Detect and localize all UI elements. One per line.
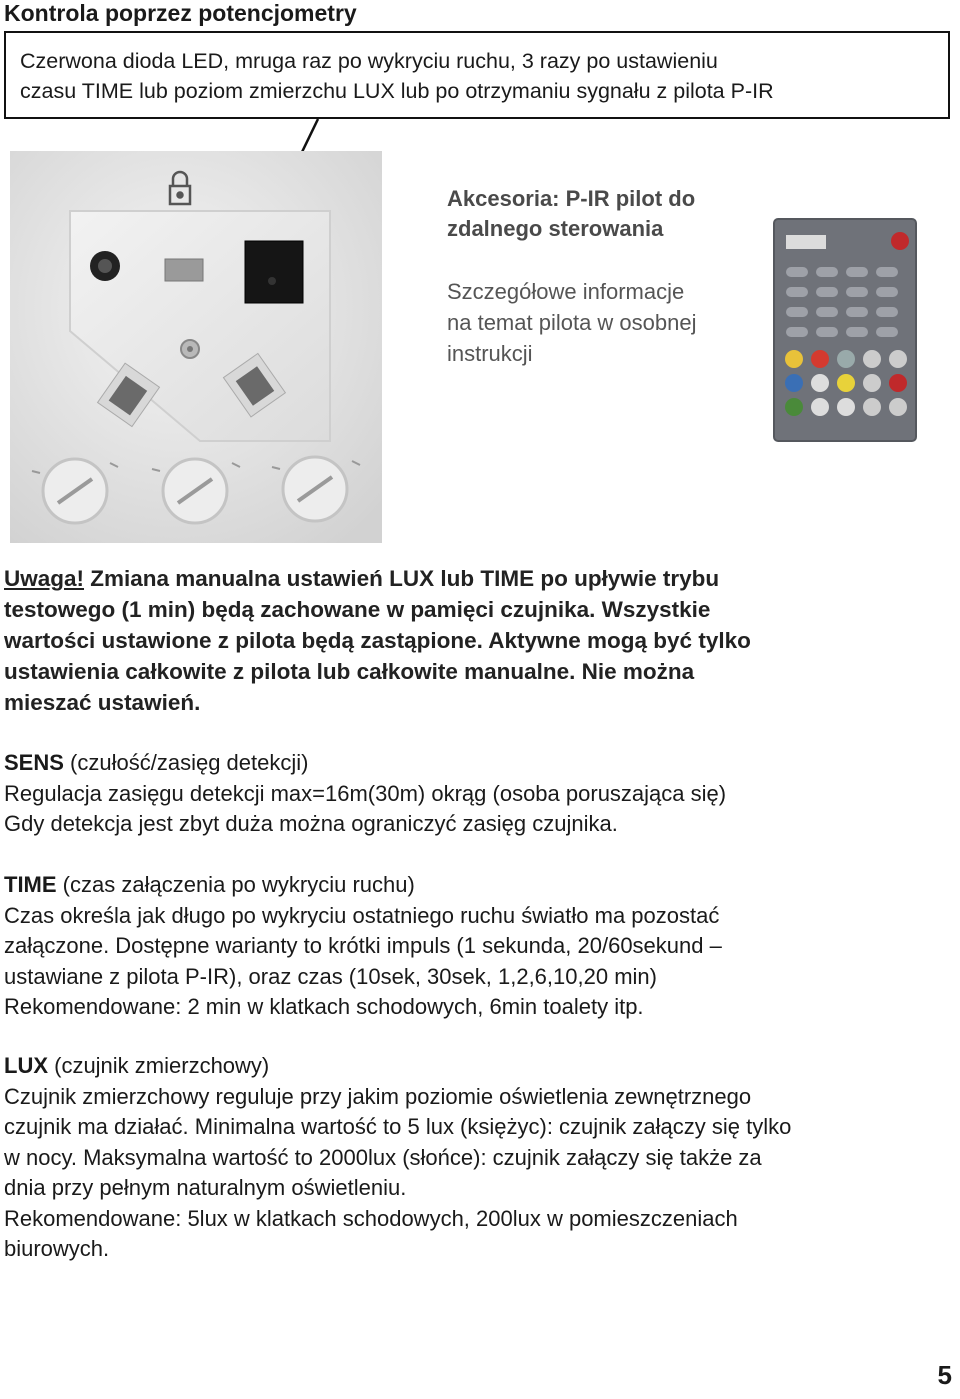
sens-heading: SENS — [4, 750, 64, 775]
lux-line-6: biurowych. — [4, 1236, 110, 1261]
lux-line-5: Rekomendowane: 5lux w klatkach schodowych, 200lux w pomieszczeniach — [4, 1205, 738, 1231]
time-line-1: Czas określa jak długo po wykryciu ostatniego ruchu światło ma pozostać — [4, 902, 720, 928]
led-callout-box — [4, 31, 950, 119]
time-line-2: załączone. Dostępne warianty to krótki impuls (1 sekunda, 20/60sekund – — [4, 933, 722, 958]
sens-heading-rest: (czułość/zasięg detekcji) — [63, 750, 309, 775]
accessory-title-line-1: Akcesoria: P-IR pilot do — [447, 186, 696, 211]
warning-line-1: Zmiana manualna ustawień LUX lub TIME po upływie trybu — [84, 566, 720, 591]
remote-control-image — [772, 217, 918, 443]
time-section — [4, 870, 954, 1023]
accessory-desc-line-2: na temat pilota w osobnej — [447, 310, 697, 335]
accessory-title-line-2: zdalnego sterowania — [447, 216, 664, 241]
page-title: Kontrola poprzez potencjometry — [4, 0, 357, 26]
sens-line-1: Regulacja zasięgu detekcji max=16m(30m) okrąg (osoba poruszająca się) — [4, 780, 727, 806]
time-line-3: ustawiane z pilota P-IR), oraz czas (10sek, 30sek, 1,2,6,10,20 min) — [4, 963, 657, 989]
time-heading-rest: (czas załączenia po wykryciu ruchu) — [56, 872, 415, 897]
warning-line-3: wartości ustawione z pilota będą zastąpione. Aktywne mogą być tylko — [4, 628, 751, 653]
warning-line-2: testowego (1 min) będą zachowane w pamięci czujnika. Wszystkie — [4, 597, 711, 622]
lux-line-2: czujnik ma działać. Minimalna wartość to 5 lux (księżyc): czujnik załączy się tylko — [4, 1114, 792, 1139]
sensor-photo — [10, 151, 382, 543]
lux-line-4: dnia przy pełnym naturalnym oświetleniu. — [4, 1175, 407, 1200]
warning-line-5: mieszać ustawień. — [4, 690, 201, 715]
warning-label: Uwaga! — [4, 566, 85, 591]
accessory-desc-line-3: instrukcji — [447, 341, 533, 366]
lux-section — [4, 1051, 954, 1265]
callout-line-2: czasu TIME lub poziom zmierzchu LUX lub po otrzymaniu sygnału z pilota P-IR — [20, 79, 774, 103]
lux-line-3: w nocy. Maksymalna wartość to 2000lux (słońce): czujnik załączy się także za — [4, 1144, 762, 1170]
page-number: 5 — [937, 1360, 952, 1390]
callout-line-1: Czerwona dioda LED, mruga raz po wykryciu ruchu, 3 razy po ustawieniu — [20, 49, 718, 73]
sens-line-2: Gdy detekcja jest zbyt duża można ograniczyć zasięg czujnika. — [4, 811, 618, 836]
sens-section — [4, 748, 954, 840]
lux-heading: LUX — [4, 1053, 48, 1078]
accessory-description — [447, 276, 767, 369]
time-line-4: Rekomendowane: 2 min w klatkach schodowych, 6min toalety itp. — [4, 994, 644, 1019]
time-heading: TIME — [4, 872, 57, 897]
lux-line-1: Czujnik zmierzchowy reguluje przy jakim poziomie oświetlenia zewnętrznego — [4, 1083, 752, 1109]
accessory-desc-line-1: Szczegółowe informacje — [447, 279, 685, 304]
warning-paragraph — [4, 563, 954, 718]
accessory-title — [447, 184, 777, 244]
warning-line-4: ustawienia całkowite z pilota lub całkowite manualne. Nie można — [4, 659, 695, 684]
lux-heading-rest: (czujnik zmierzchowy) — [48, 1053, 270, 1078]
